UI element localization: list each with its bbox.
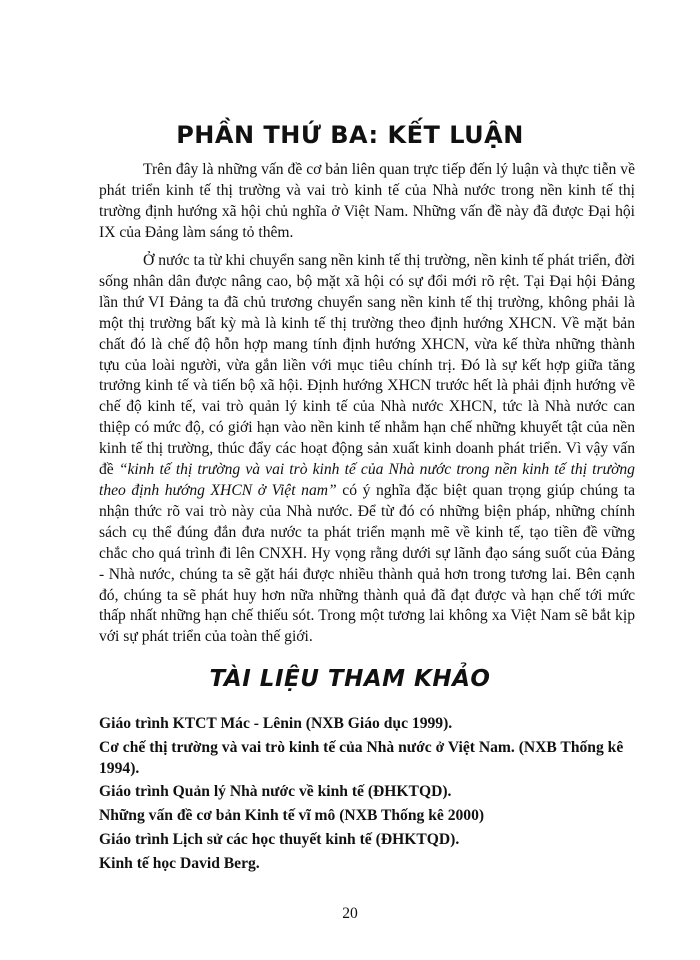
conclusion-paragraph-2 <box>99 251 635 648</box>
conclusion-paragraph-1: Trên đây là những vấn đề cơ bản liên quan trực tiếp đến lý luận và thực tiễn về phát triển kinh tế thị trường và vai trò kinh tế của Nhà nước trong nền kinh tế thị trường định hướng xã hội chủ nghĩa ở Việt Nam. Những vấn đề này đã được Đại hội IX của Đảng làm sáng tỏ thêm. <box>99 161 635 241</box>
references-heading: TÀI LIỆU THAM KHẢO <box>209 666 491 692</box>
reference-item: Cơ chế thị trường và vai trò kinh tế của Nhà nước ở Việt Nam. (NXB Thống kê 1994). <box>99 738 624 777</box>
reference-item: Giáo trình Lịch sử các học thuyết kinh tế (ĐHKTQD). <box>99 830 460 848</box>
paragraph-2-text-start: Ở nước ta từ khi chuyển sang nền kinh tế thị trường, nền kinh tế phát triển, đời sống nhân dân được nâng cao, bộ mặt xã hội có sự đổi mới rõ rệt. Tại Đại hội Đảng lần thứ VI Đảng ta đã chủ trương chuyển sang nền kinh tế thị trường, không phải là một thị trường bất kỳ mà là kinh tế thị trường theo định hướng XHCN. Về mặt bản chất đó là chế độ hỗn hợp mang tính định hướng XHCN, vừa kế thừa những thành tựu của loài người, vừa gắn liền với mục tiêu chính trị. Đó là sự kết hợp giữa tăng trưởng kinh tế và tiến bộ xã hội. Định hướng XHCN trước hết là phải định hướng về chế độ kinh tế, vai trò quản lý kinh tế của Nhà nước XHCN, tức là Nhà nước can thiệp có mức độ, có giới hạn vào nền kinh tế nhằm hạn chế những khuyết tật của nền kinh tế thị trường, thúc đẩy các hoạt động sản xuất kinh doanh phát triển. Vì vậy vấn đề <box>99 252 635 479</box>
paragraph-2-quote: “kinh tế thị trường và vai trò kinh tế của Nhà nước trong nền kinh tế thị trường theo định hướng XHCN ở Việt nam” <box>99 461 635 499</box>
reference-list <box>99 714 639 878</box>
page-number: 20 <box>342 905 358 922</box>
reference-item: Kinh tế học David Berg. <box>99 854 260 872</box>
reference-item: Những vấn đề cơ bản Kinh tế vĩ mô (NXB Thống kê 2000) <box>99 807 485 825</box>
paragraph-2-text-end: có ý nghĩa đặc biệt quan trọng giúp chúng ta nhận thức rõ vai trò này của Nhà nước. Để từ đó có những biện pháp, những chính sách cụ thể đúng đắn đưa nước ta phát triển mạnh mẽ về kinh tế, tạo tiền đề vững chắc cho quá trình đi lên CNXH. Hy vọng rằng dưới sự lãnh đạo sáng suốt của Đảng - Nhà nước, chúng ta sẽ gặt hái được nhiều thành quả hơn trong tương lai. Bên cạnh đó, chúng ta sẽ phát huy hơn nữa những thành quả đã đạt được và hạn chế tới mức thấp nhất những hạn chế thiếu sót. Trong một tương lai không xa Việt Nam sẽ bắt kịp với sự phát triển của toàn thế giới. <box>99 481 636 646</box>
reference-item: Giáo trình Quản lý Nhà nước về kinh tế (ĐHKTQD). <box>99 783 452 801</box>
reference-item: Giáo trình KTCT Mác - Lênin (NXB Giáo dục 1999). <box>99 715 453 732</box>
section-heading: PHẦN THỨ BA: KẾT LUẬN <box>176 121 524 149</box>
